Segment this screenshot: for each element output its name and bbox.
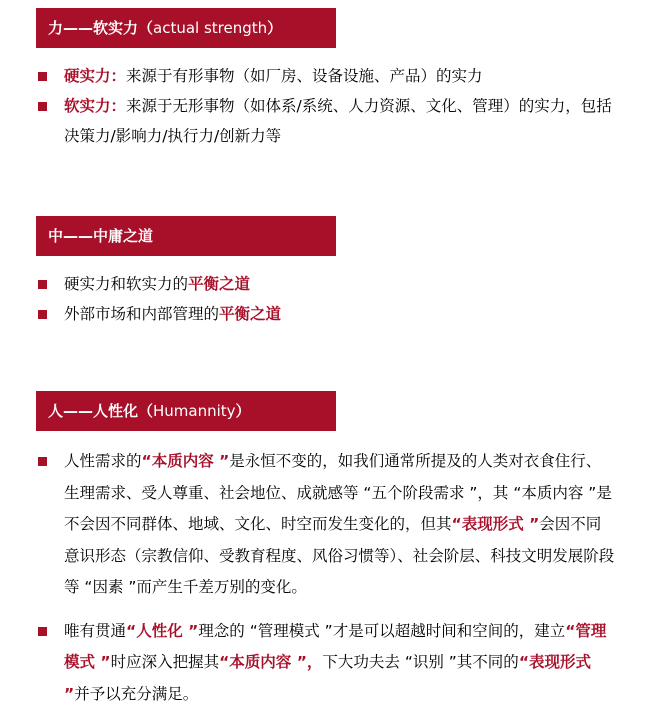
bullet-square-icon (38, 72, 47, 81)
item-text: 来源于有形事物（如厂房、设备设施、产品）的实力 (126, 67, 483, 85)
bullet-square-icon (38, 310, 47, 319)
section-header-balance (36, 216, 336, 256)
item-text: 人性需求的 (64, 452, 142, 470)
bullet-square-icon (38, 457, 47, 466)
highlight-text: 平衡之道 (188, 275, 251, 293)
highlight-text: “本质内容 ”， (219, 653, 323, 671)
bullet-square-icon (38, 627, 47, 636)
header-title-en: actual strength (153, 19, 268, 37)
highlight-text: “本质内容 ” (141, 452, 230, 470)
highlight-text: “人性化 ” (126, 621, 199, 640)
item-text: 唯有贯通 (64, 621, 127, 640)
item-text: 是永恒不变的，如我们通常所提及的人类对衣食住行、生理需求、受人尊重、社会地位、成就感等 “五个阶段需求 ”，其 “本质内容 ”是不会因不同群体、地域、文化、时空而发生变化的，但其 (64, 452, 612, 533)
item-text: 下大功夫去 “识别 ”其不同的 (322, 653, 519, 671)
list-item (36, 91, 616, 151)
header-title-end: ） (267, 19, 283, 37)
highlight-text: “管理模式 ” (64, 621, 607, 671)
highlight-text: “表现形式 ” (451, 515, 540, 533)
balance-list (36, 269, 616, 329)
section-header-strength (36, 8, 336, 48)
list-item (36, 446, 616, 604)
highlight-text: 平衡之道 (219, 305, 282, 323)
item-text: 来源于无形事物（如体系/系统、人力资源、文化、管理）的实力，包括决策力/影响力/执行力/创新力等 (64, 97, 612, 145)
term-label: 硬实力： (64, 67, 127, 85)
item-text: 并予以充分满足。 (74, 684, 199, 703)
header-title-end: ） (235, 402, 251, 420)
header-title-zh: 人——人性化（ (48, 402, 154, 420)
item-text: 硬实力和软实力的 (64, 275, 189, 293)
list-item (36, 616, 616, 711)
header-title-zh: 力——软实力（ (48, 19, 154, 37)
list-item (36, 269, 616, 299)
section-header-humanity (36, 391, 336, 431)
list-item (36, 61, 616, 91)
bullet-square-icon (38, 102, 47, 111)
term-label: 软实力： (64, 97, 127, 115)
header-title-zh: 中——中庸之道 (48, 227, 154, 245)
item-text: 外部市场和内部管理的 (64, 305, 220, 323)
item-text: 时应深入把握其 (110, 653, 220, 671)
humanity-list (36, 446, 616, 710)
item-text: 理念的 “管理模式 ”才是可以超越时间和空间的，建立 (198, 621, 566, 640)
list-item (36, 299, 616, 329)
highlight-text: “表现形式 ” (64, 653, 591, 703)
bullet-square-icon (38, 280, 47, 289)
header-title-en: Humannity (153, 402, 236, 420)
item-text: 会因不同意识形态（宗教信仰、受教育程度、风俗习惯等）、社会阶层、科技文明发展阶段等 “因素 ”而产生千差万别的变化。 (64, 515, 615, 596)
strength-list (36, 61, 616, 151)
